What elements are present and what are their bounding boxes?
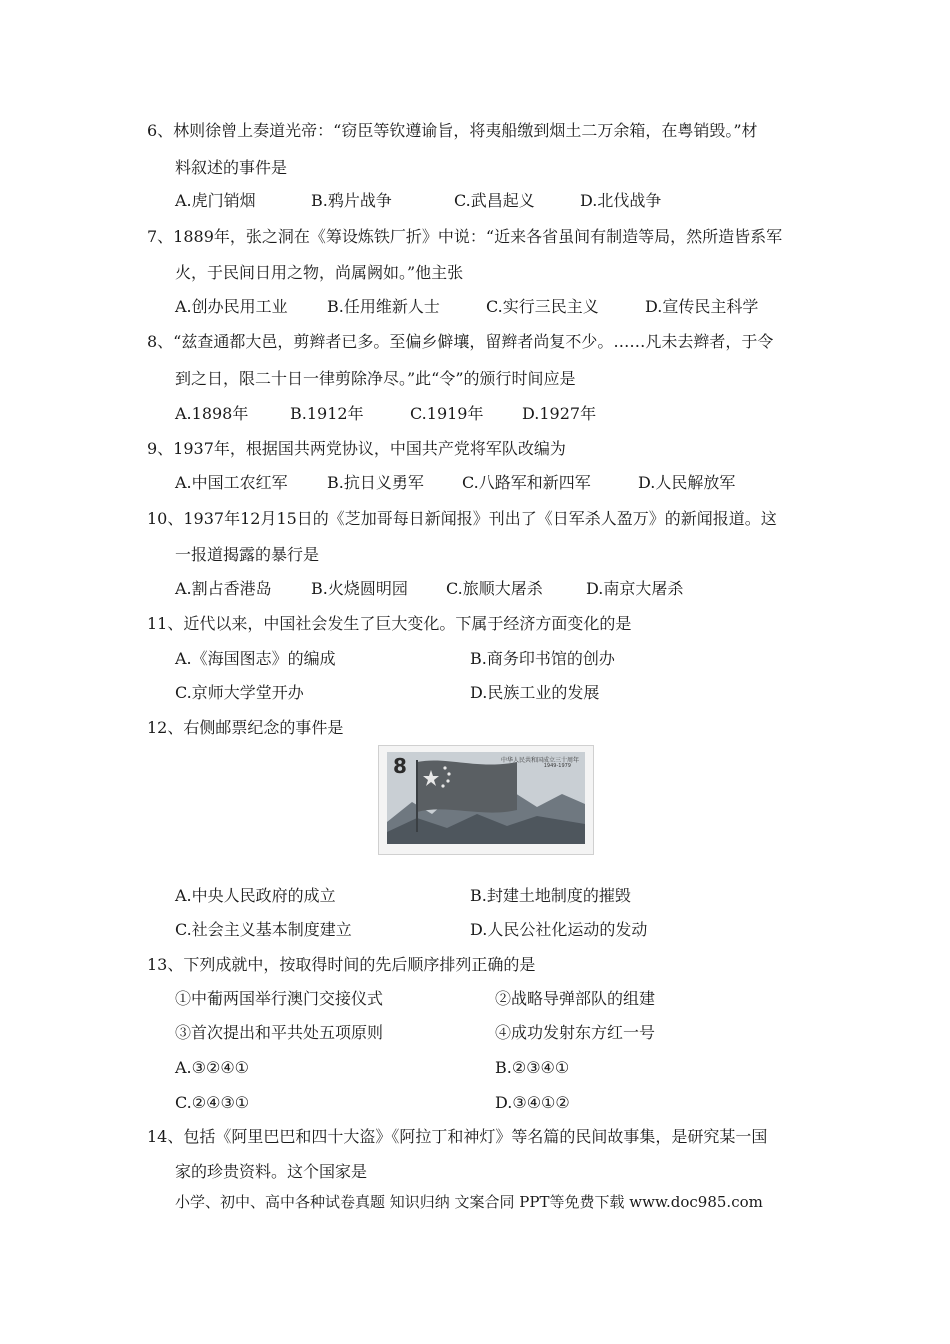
q11-option-d: D.民族工业的发展 — [470, 683, 600, 702]
q8-option-c: C.1919年 — [410, 404, 484, 423]
q6-option-b: B.鸦片战争 — [311, 191, 392, 210]
question-7-stem: 7、1889年，张之洞在《筹设炼铁厂折》中说：“近来各省虽间有制造等局，然所造皆系军 — [147, 227, 783, 246]
q9-option-d: D.人民解放军 — [638, 473, 736, 492]
q11-option-c: C.京师大学堂开办 — [175, 683, 304, 702]
q6-option-c: C.武昌起义 — [454, 191, 535, 210]
q13-item-2: ②战略导弹部队的组建 — [495, 989, 656, 1008]
q13-option-a: A.③②④① — [175, 1058, 250, 1077]
question-8-stem: 8、“兹查通都大邑，剪辫者已多。至偏乡僻壤，留辫者尚复不少。……凡未去辫者，于令 — [147, 332, 774, 351]
question-10-stem-cont: 一报道揭露的暴行是 — [175, 545, 320, 564]
question-14-stem: 14、包括《阿里巴巴和四十大盗》《阿拉丁和神灯》等名篇的民间故事集，是研究某一国 — [147, 1127, 768, 1146]
q13-option-c: C.②④③① — [175, 1093, 250, 1112]
stamp-denomination: 8 — [393, 754, 407, 778]
q11-option-b: B.商务印书馆的创办 — [470, 649, 615, 668]
q13-item-3: ③首次提出和平共处五项原则 — [175, 1023, 384, 1042]
q12-option-d: D.人民公社化运动的发动 — [470, 920, 648, 939]
question-10-stem: 10、1937年12月15日的《芝加哥每日新闻报》刊出了《日军杀人盈万》的新闻报道。这 — [147, 509, 777, 528]
q10-option-b: B.火烧圆明园 — [311, 579, 408, 598]
question-6-stem-cont: 料叙述的事件是 — [175, 158, 288, 177]
question-14-stem-cont: 家的珍贵资料。这个国家是 — [175, 1162, 368, 1181]
question-8-stem-cont: 到之日，限二十日一律剪除净尽。”此“令”的颁行时间应是 — [175, 369, 576, 388]
question-6-stem: 6、林则徐曾上奏道光帝：“窃臣等钦遵谕旨，将夷船缴到烟土二万余箱，在粤销毁。”材 — [147, 121, 758, 140]
q8-option-b: B.1912年 — [290, 404, 364, 423]
q7-option-a: A.创办民用工业 — [175, 297, 288, 316]
q7-option-b: B.任用维新人士 — [327, 297, 440, 316]
q10-option-d: D.南京大屠杀 — [586, 579, 684, 598]
question-7-stem-cont: 火，于民间日用之物，尚属阙如。”他主张 — [175, 263, 464, 282]
q12-option-a: A.中央人民政府的成立 — [175, 886, 336, 905]
question-13-stem: 13、下列成就中，按取得时间的先后顺序排列正确的是 — [147, 955, 536, 974]
q8-option-a: A.1898年 — [175, 404, 249, 423]
stamp-image — [378, 745, 594, 855]
q9-option-c: C.八路军和新四军 — [462, 473, 591, 492]
q13-item-1: ①中葡两国举行澳门交接仪式 — [175, 989, 384, 1008]
q7-option-d: D.宣传民主科学 — [645, 297, 759, 316]
q12-option-c: C.社会主义基本制度建立 — [175, 920, 352, 939]
q11-option-a: A.《海国图志》的编成 — [175, 649, 336, 668]
stamp-picture — [387, 752, 585, 844]
q6-option-d: D.北伐战争 — [580, 191, 662, 210]
q13-option-d: D.③④①② — [495, 1093, 570, 1112]
question-9-stem: 9、1937年，根据国共两党协议，中国共产党将军队改编为 — [147, 439, 566, 458]
question-12-stem: 12、右侧邮票纪念的事件是 — [147, 718, 344, 737]
stamp-years: 1949-1979 — [543, 763, 571, 769]
q9-option-a: A.中国工农红军 — [175, 473, 288, 492]
question-11-stem: 11、近代以来，中国社会发生了巨大变化。下属于经济方面变化的是 — [147, 614, 632, 633]
q9-option-b: B.抗日义勇军 — [327, 473, 424, 492]
q7-option-c: C.实行三民主义 — [486, 297, 599, 316]
q6-option-a: A.虎门销烟 — [175, 191, 256, 210]
q10-option-a: A.割占香港岛 — [175, 579, 272, 598]
page-footer: 小学、初中、高中各种试卷真题 知识归纳 文案合同 PPT等免费下载 www.doc985.com — [175, 1193, 763, 1211]
q8-option-d: D.1927年 — [522, 404, 597, 423]
stamp-caption: 中华人民共和国成立三十周年 — [500, 757, 579, 764]
q12-option-b: B.封建土地制度的摧毁 — [470, 886, 631, 905]
q10-option-c: C.旅顺大屠杀 — [446, 579, 543, 598]
q13-item-4: ④成功发射东方红一号 — [495, 1023, 656, 1042]
q13-option-b: B.②③④① — [495, 1058, 570, 1077]
